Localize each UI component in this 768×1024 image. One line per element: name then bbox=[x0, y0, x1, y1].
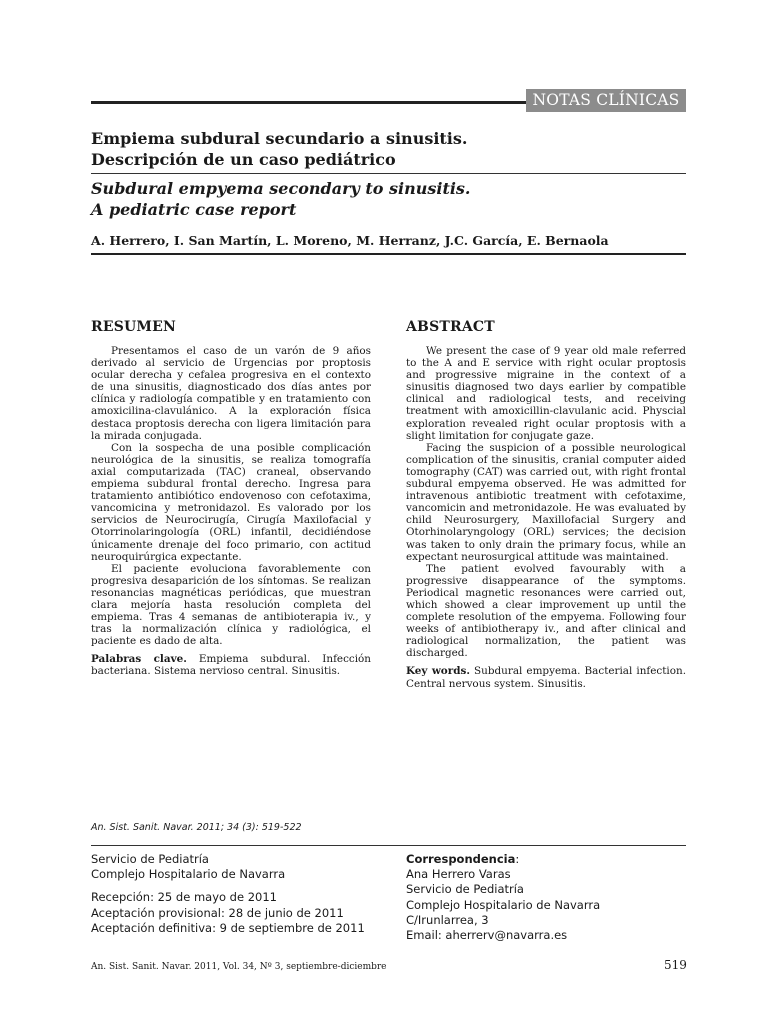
title-spanish-line-1: Empiema subdural secundario a sinusitis. bbox=[91, 129, 468, 148]
title-english-line-1: Subdural empyema secondary to sinusitis. bbox=[91, 179, 471, 198]
authors: A. Herrero, I. San Martín, L. Moreno, M. Herranz, J.C. García, E. Bernaola bbox=[91, 233, 609, 248]
correspondence-colon: : bbox=[515, 852, 520, 866]
correspondence-address: C/Irunlarrea, 3 bbox=[406, 912, 489, 927]
authors-rule bbox=[91, 253, 686, 255]
correspondence-email[interactable]: Email: aherrerv@navarra.es bbox=[406, 927, 568, 942]
received-date: Recepción: 25 de mayo de 2011 bbox=[91, 890, 277, 905]
resumen-heading: RESUMEN bbox=[91, 319, 176, 335]
correspondence-hospital: Complejo Hospitalario de Navarra bbox=[406, 897, 601, 912]
title-spanish-line-2: Descripción de un caso pediátrico bbox=[91, 150, 396, 169]
resumen-paragraph: Con la sospecha de una posible complicación neurológica de la sinusitis, se realiza tomografía axial computarizada (TAC) craneal, observando empiema subdural frontal derecho. Ingresa para tratamiento antibiótico endovenoso con cefotaxima, vancomicina y metronidazol. Es valorado por los servicios de Neurocirugía, Cirugía Maxilofacial y Otorrinolaringología (ORL) infantil, decidiéndose únicamente drenaje del foco primario, con actitud neuroquirúrgica expectante. bbox=[91, 441, 371, 563]
abstract-paragraph: Facing the suspicion of a possible neurological complication of the sinusitis, cranial computer aided tomography (CAT) was carried out, with right frontal subdural empyema observed. He was admitted for intravenous antibiotic treatment with cefotaxime, vancomicin and metronidazole. He was evaluated by child Neurosurgery, Maxillofacial Surgery and Otorhinolaryngology (ORL) services; the decision was taken to only drain the primary focus, while an expectant neurosurgical attitude was maintained. bbox=[406, 441, 686, 563]
title-english bbox=[91, 178, 686, 220]
abstract-keywords-label: Key words. bbox=[406, 665, 470, 678]
abstract-heading: ABSTRACT bbox=[406, 319, 495, 335]
final-acceptance-date: Aceptación definitiva: 9 de septiembre de 2011 bbox=[91, 920, 365, 935]
correspondence-label: Correspondencia bbox=[406, 852, 516, 866]
correspondence-name: Ana Herrero Varas bbox=[406, 867, 511, 882]
resumen-keywords bbox=[91, 653, 371, 677]
correspondence-heading bbox=[406, 852, 600, 867]
footer-rule bbox=[91, 845, 686, 846]
running-footer: An. Sist. Sanit. Navar. 2011, Vol. 34, Nº 3, septiembre-diciembre bbox=[91, 962, 387, 972]
resumen-keywords-text: Empiema subdural. Infección bacteriana. Sistema nervioso central. Sinusitis. bbox=[91, 653, 371, 678]
abstract-paragraph: The patient evolved favourably with a progressive disappearance of the symptoms. Periodical magnetic resonances were carried out, which showed a clear improvement up until the complete resolution of the empyema. Following four weeks of antibiotherapy iv., and after clinical and radiological normalization, the patient was discharged. bbox=[406, 562, 686, 660]
correspondence-dept: Servicio de Pediatría bbox=[406, 882, 524, 897]
abstract-column bbox=[406, 318, 686, 690]
citation: An. Sist. Sanit. Navar. 2011; 34 (3): 519-522 bbox=[91, 822, 302, 833]
section-tag: NOTAS CLÍNICAS bbox=[526, 89, 686, 112]
correspondence-block bbox=[406, 852, 600, 943]
abstract-keywords bbox=[406, 665, 686, 689]
page-number: 519 bbox=[664, 958, 687, 972]
title-divider bbox=[91, 173, 686, 174]
resumen-paragraph: El paciente evoluciona favorablemente con progresiva desaparición de los síntomas. Se realizan resonancias magnéticas periódicas, que muestran clara mejoría hasta resolución completa del empiema. Tras 4 semanas de antibioterapia iv., y tras la normalización clínica y radiológica, el paciente es dado de alta. bbox=[91, 562, 371, 648]
resumen-column bbox=[91, 318, 371, 678]
affiliation-line: Servicio de Pediatría bbox=[91, 852, 209, 866]
provisional-acceptance-date: Aceptación provisional: 28 de junio de 2011 bbox=[91, 905, 344, 920]
resumen-keywords-label: Palabras clave. bbox=[91, 653, 187, 666]
abstract-paragraph: We present the case of 9 year old male referred to the A and E service with right ocular proptosis and progressive migraine in the context of a sinusitis diagnosed two days earlier by compatible clinical and radiological tests, and receiving treatment with amoxicillin-clavulanic acid. Physcial exploration revealed right ocular proptosis with a slight limitation for conjugate gaze. bbox=[406, 345, 686, 442]
spacer bbox=[91, 882, 365, 890]
affiliation-line: Complejo Hospitalario de Navarra bbox=[91, 867, 286, 882]
affiliation-block bbox=[91, 852, 365, 936]
resumen-paragraph: Presentamos el caso de un varón de 9 años derivado al servicio de Urgencias por proptosis ocular derecha y cefalea progresiva en el contexto de una sinusitis, diagnosticado dos días antes por clínica y radiología compatible y en tratamiento con amoxicilina-clavulánico. A la exploración física destaca proptosis derecha con ligera limitación para la mirada conjugada. bbox=[91, 345, 371, 442]
title-spanish bbox=[91, 128, 686, 170]
title-english-line-2: A pediatric case report bbox=[91, 200, 297, 219]
abstract-keywords-text: Subdural empyema. Bacterial infection. Central nervous system. Sinusitis. bbox=[406, 665, 686, 690]
